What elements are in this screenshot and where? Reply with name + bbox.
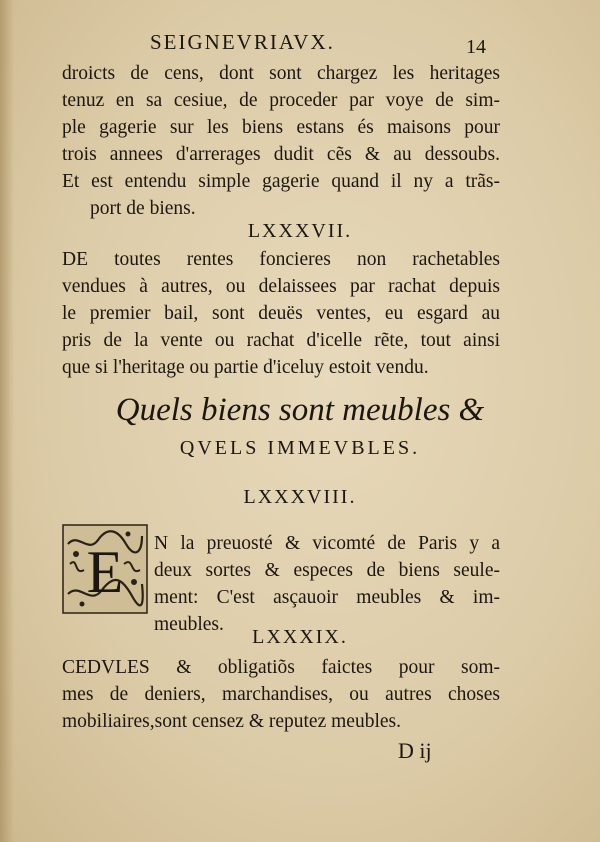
- article-paragraph: [62, 246, 500, 381]
- text-line: ment: C'est asçauoir meubles & im-: [154, 587, 500, 608]
- text-line: tenuz en sa cesiue, de proceder par voye de sim-: [62, 90, 500, 111]
- text-line: DE toutes rentes foncieres non rachetables: [62, 249, 500, 270]
- text-line: N la preuosté & vicomté de Paris y a: [154, 533, 500, 554]
- article-number: LXXXVIII.: [243, 486, 357, 508]
- running-head: SEIGNEVRIAVX.: [150, 30, 335, 54]
- page-number: 14: [466, 36, 486, 58]
- article-number: LXXXVII.: [247, 220, 353, 242]
- text-line: trois annees d'arrerages dudit cẽs & au dessoubs.: [62, 144, 500, 165]
- article-number: LXXXIX.: [252, 626, 348, 648]
- text-line: CEDVLES & obligatiõs faictes pour som-: [62, 657, 500, 678]
- continued-paragraph: [62, 60, 500, 222]
- text-line: meubles.: [154, 614, 224, 635]
- article-paragraph: [154, 530, 500, 638]
- text-line: mes de deniers, marchandises, ou autres choses: [62, 684, 500, 705]
- text-line: ple gagerie sur les biens estans és maisons pour: [62, 117, 500, 138]
- article-paragraph: [62, 654, 500, 735]
- text-line: droicts de cens, dont sont chargez les heritages: [62, 63, 500, 84]
- section-heading: Quels biens sont meubles &: [115, 392, 485, 428]
- dropcap-letter: E: [86, 539, 124, 605]
- text-line: Et est entendu simple gagerie quand il ny a trãs-: [62, 171, 500, 192]
- text-line: pris de la vente ou rachat d'icelle rẽte, tout ainsi: [62, 330, 500, 351]
- text-line: que si l'heritage ou partie d'iceluy estoit vendu.: [62, 357, 429, 378]
- text-line: deux sortes & especes de biens seule-: [154, 560, 500, 581]
- text-line: le premier bail, sont deuës ventes, eu esgard au: [62, 303, 500, 324]
- text-line: port de biens.: [90, 198, 196, 219]
- text-line: mobiliaires,sont censez & reputez meubles.: [62, 711, 401, 732]
- signature-mark: D ij: [398, 738, 432, 763]
- text-line: vendues à autres, ou delaissees par rachat depuis: [62, 276, 500, 297]
- section-subheading: QVELS IMMEVBLES.: [179, 437, 421, 459]
- decorated-initial: [62, 524, 148, 614]
